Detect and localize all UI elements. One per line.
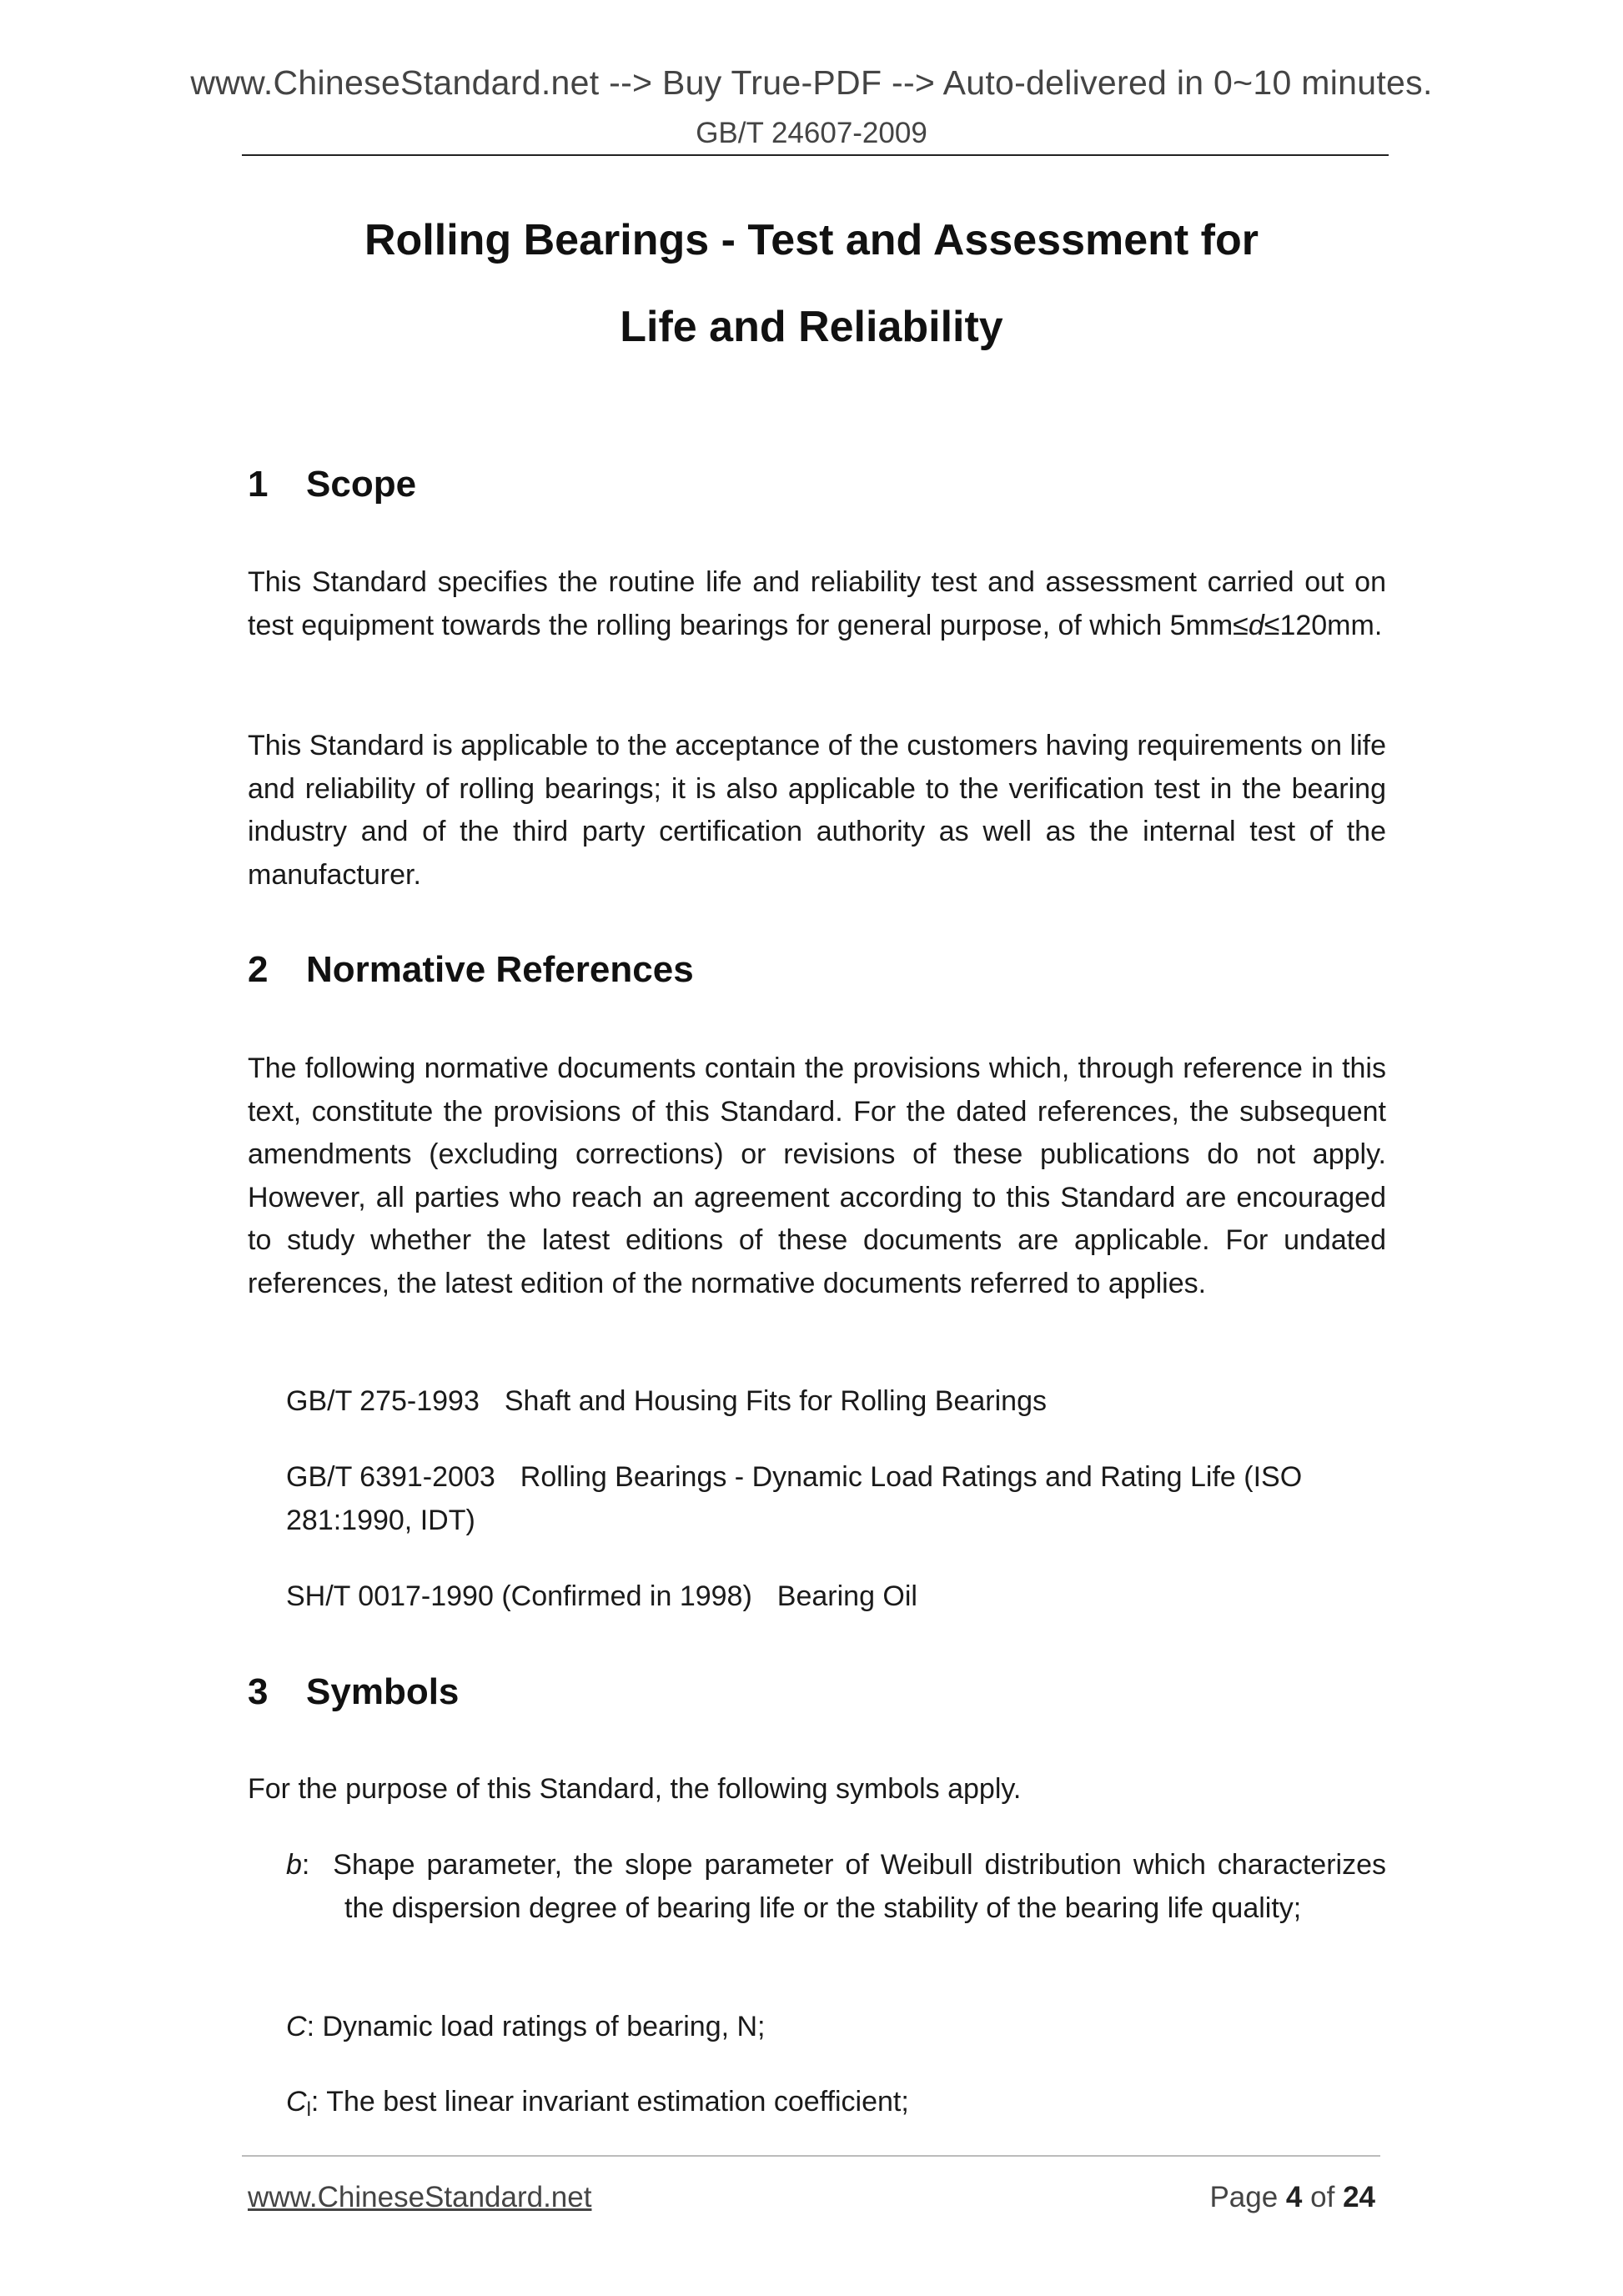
page-prefix: Page (1209, 2181, 1279, 2213)
section-title: Symbols (306, 1671, 460, 1712)
symbol-name: b (286, 1849, 302, 1881)
footer-divider (242, 2155, 1380, 2157)
section-title: Scope (306, 464, 417, 505)
reference-title: Rolling Bearings - Dynamic Load Ratings and Rating Life (ISO 281:1990, IDT) (286, 1461, 1303, 1536)
symbol-subscript: l (306, 2098, 311, 2121)
reference-title: Shaft and Housing Fits for Rolling Bearings (504, 1385, 1047, 1417)
reference-code: SH/T 0017-1990 (Confirmed in 1998) (286, 1580, 752, 1612)
scope-text-a: This Standard specifies the routine life and reliability test and assessment carried out on test equipment towards the rolling bearings for general purpose, of which 5mm≤ (248, 566, 1386, 641)
section-heading-normative-references (248, 949, 694, 991)
page-total: 24 (1343, 2181, 1375, 2213)
normative-intro-paragraph: The following normative documents contain the provisions which, through reference in this text, constitute the provisions of this Standard. For the dated references, the subsequent amendments (excluding corrections) or revisions of these publications do not apply. However, all parties who reach an agreement according to this Standard are encouraged to study whether the latest editions of these documents are applicable. For undated references, the latest edition of the normative documents referred to applies. (248, 1053, 1386, 1299)
scope-paragraph-1 (248, 561, 1386, 647)
document-title-line-1: Rolling Bearings - Test and Assessment for (364, 216, 1259, 264)
reference-item (286, 1380, 1386, 1424)
symbol-text: Shape parameter, the slope parameter of Weibull distribution which characterizes the dispersion degree of bearing life or the stability of the bearing life quality; (333, 1849, 1386, 1924)
symbol-definition: C: Dynamic load ratings of bearing, N; (286, 2011, 766, 2042)
section-number: 3 (248, 1671, 269, 1712)
reference-title: Bearing Oil (776, 1580, 917, 1612)
top-banner: www.ChineseStandard.net --> Buy True-PDF --> Auto-delivered in 0~10 minutes. (190, 63, 1433, 102)
page-indicator (1209, 2181, 1375, 2214)
symbol-text: The best linear invariant estimation coefficient; (326, 2086, 909, 2118)
reference-item (286, 1456, 1386, 1542)
scope-variable-d: d (1248, 609, 1264, 641)
symbol-definition: b: Shape parameter, the slope parameter of Weibull distribution which characterizes the dispersion degree of bearing life or the stability of the bearing life quality; (286, 1849, 1386, 1924)
section-heading-symbols (248, 1671, 459, 1713)
page-of: of (1310, 2181, 1335, 2213)
document-code: GB/T 24607-2009 (696, 117, 927, 149)
footer-site-link[interactable]: www.ChineseStandard.net (248, 2181, 592, 2213)
scope-paragraph-2: This Standard is applicable to the acceptance of the customers having requirements on life and reliability of rolling bearings; it is also applicable to the verification test in the bearing industry and of the third party certification authority as well as the internal test of the manufacturer. (248, 730, 1386, 891)
scope-text-b: ≤120mm. (1264, 609, 1383, 641)
reference-code: GB/T 6391-2003 (286, 1461, 495, 1493)
document-title-line-2: Life and Reliability (620, 303, 1003, 351)
section-title: Normative References (306, 949, 694, 990)
page-current: 4 (1285, 2181, 1303, 2213)
symbol-definition: $C_l$: The best linear invariant estimation coefficient; (286, 2086, 909, 2121)
symbols-intro: For the purpose of this Standard, the following symbols apply. (248, 1773, 1022, 1805)
reference-code: GB/T 275-1993 (286, 1385, 480, 1417)
section-number: 1 (248, 464, 269, 505)
section-number: 2 (248, 949, 269, 990)
symbol-text: Dynamic load ratings of bearing, N; (322, 2011, 766, 2042)
section-heading-scope (248, 464, 416, 505)
symbol-name: C (286, 2011, 307, 2042)
reference-item (286, 1575, 1386, 1619)
header-divider (242, 154, 1389, 156)
symbol-name: C (286, 2086, 307, 2118)
